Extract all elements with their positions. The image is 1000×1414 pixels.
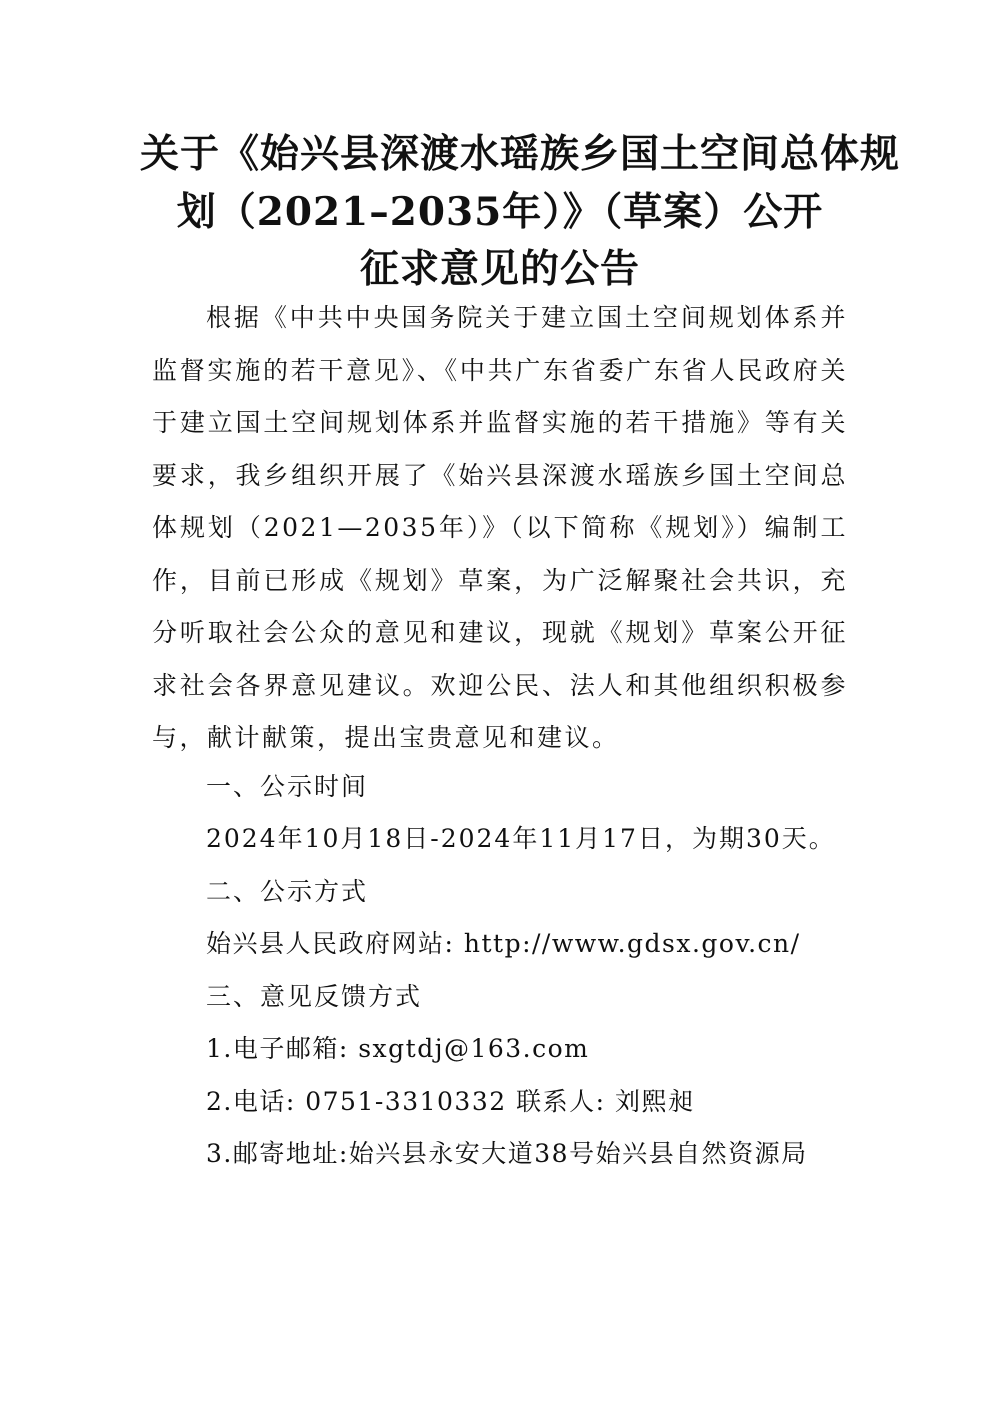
feedback-email: 1.电子邮箱: sxgtdj@163.com xyxy=(206,1034,590,1063)
feedback-phone: 2.电话: 0751-3310332 联系人: 刘熙昶 xyxy=(206,1087,695,1116)
document-title-line-3: 征求意见的公告 xyxy=(359,246,640,292)
section-2-content: 始兴县人民政府网站: http://www.gdsx.gov.cn/ xyxy=(206,929,801,958)
section-1-heading: 一、公示时间 xyxy=(206,772,369,801)
section-3-heading: 三、意见反馈方式 xyxy=(206,982,423,1011)
feedback-address: 3.邮寄地址:始兴县永安大道38号始兴县自然资源局 xyxy=(206,1139,808,1168)
document-title-line-2: 划（2021–2035年）》（草案）公开 xyxy=(176,189,824,235)
intro-paragraph: 根据《中共中央国务院关于建立国土空间规划体系并监督实施的若干意见》、《中共广东省委广东省人民政府关于建立国土空间规划体系并监督实施的若干措施》等有关要求，我乡组织开展了《始兴县深渡水瑶族乡国土空间总体规划（2021—2035年）》（以下简称《规划》）编制工作，目前已形成《规划》草案，为广泛解聚社会共识，充分听取社会公众的意见和建议，现就《规划》草案公开征求社会各界意见建议。欢迎公民、法人和其他组织积极参与，献计献策，提出宝贵意见和建议。 xyxy=(152,303,848,752)
section-1-content: 2024年10月18日-2024年11月17日，为期30天。 xyxy=(206,824,836,853)
section-2-heading: 二、公示方式 xyxy=(206,877,369,906)
document-title-line-1: 关于《始兴县深渡水瑶族乡国土空间总体规 xyxy=(140,131,901,177)
